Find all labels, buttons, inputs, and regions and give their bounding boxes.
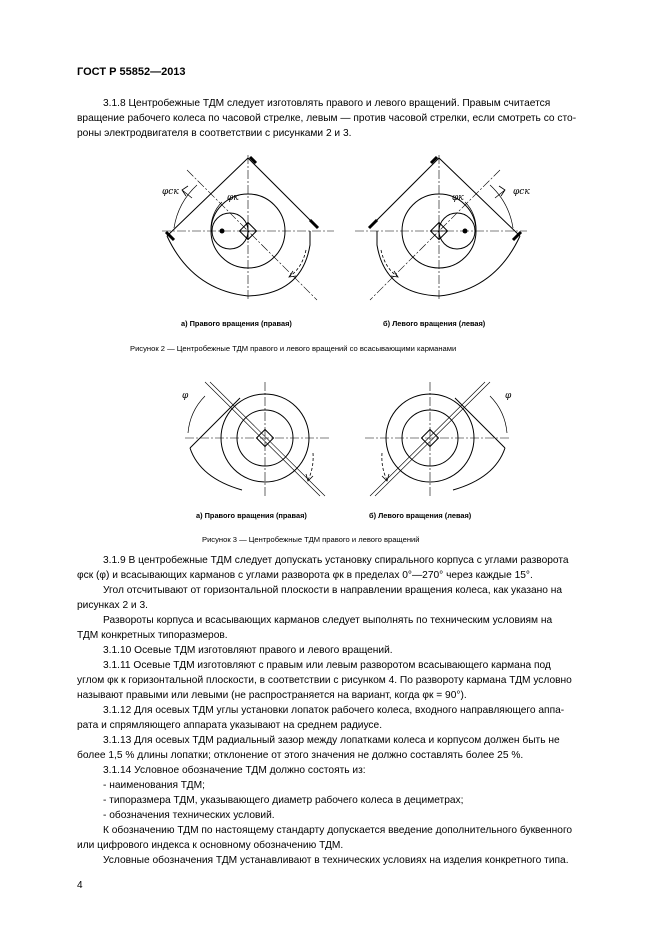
text-line: 3.1.14 Условное обозначение ТДМ должно состоять из:: [103, 765, 366, 776]
angle-label: φ: [505, 391, 512, 401]
page-number: 4: [77, 880, 83, 891]
text-line: 3.1.10 Осевые ТДМ изготовляют правого и левого вращений.: [103, 645, 393, 656]
text-line: называют правыми или левыми (не распространяется на вариант, когда φк = 90°).: [77, 690, 467, 701]
text-line: Развороты корпуса и всасывающих карманов следует выполнять по техническим условиям на: [103, 615, 553, 626]
figure-2-left-rotation: [345, 150, 545, 310]
text-line: рата и спрямляющего аппарата указывают на среднем радиусе.: [77, 720, 383, 731]
figure-2-caption: Рисунок 2 — Центробежные ТДМ правого и левого вращений со всасывающими карманами: [130, 344, 457, 353]
text-line: Угол отсчитывают от горизонтальной плоскости в направлении вращения колеса, как указано на: [103, 585, 563, 596]
list-item: - типоразмера ТДМ, указывающего диаметр рабочего колеса в дециметрах;: [103, 795, 464, 806]
angle-label-k: φк: [452, 193, 464, 203]
text-line: φск (φ) и всасывающих карманов с углами разворота φк в пределах 0°—270° через каждые 15°.: [77, 570, 533, 581]
angle-label: φ: [182, 391, 189, 401]
text-line: 3.1.9 В центробежные ТДМ следует допускать установку спирального корпуса с углами разворота: [103, 555, 569, 566]
figure-2-right-rotation: [152, 150, 352, 310]
page-header: ГОСТ Р 55852—2013: [77, 66, 186, 78]
text-line: углом φк к горизонтальной плоскости, в соответствии с рисунком 4. По развороту кармана ТДМ условно: [77, 675, 572, 686]
text-line: Условные обозначения ТДМ устанавливают в технических условиях на изделия конкретного типа.: [103, 855, 569, 866]
text-line: 3.1.11 Осевые ТДМ изготовляют с правым или левым разворотом всасывающего кармана под: [103, 660, 551, 671]
text-line: вращение рабочего колеса по часовой стрелке, левым — против часовой стрелки, если смотреть со сто-: [77, 113, 577, 124]
text-line: или цифрового индекса к основному обозначению ТДМ.: [77, 840, 344, 851]
text-line: рисунках 2 и 3.: [77, 600, 148, 611]
text-line: 3.1.8 Центробежные ТДМ следует изготовлять правого и левого вращений. Правым считается: [103, 98, 551, 109]
text-line: роны электродвигателя в соответствии с рисунками 2 и 3.: [77, 128, 352, 139]
angle-label-k: φк: [227, 193, 239, 203]
figure-3b-label: б) Левого вращения (левая): [369, 511, 472, 520]
list-item: - наименования ТДМ;: [103, 780, 205, 791]
text-line: 3.1.12 Для осевых ТДМ углы установки лопаток рабочего колеса, входного направляющего аппа-: [103, 705, 565, 716]
figure-3-caption: Рисунок 3 — Центробежные ТДМ правого и левого вращений: [202, 535, 420, 544]
text-line: К обозначению ТДМ по настоящему стандарту допускается введение дополнительного буквенного: [103, 825, 573, 836]
text-line: более 1,5 % длины лопатки; отклонение от этого значения не должно составлять более 25 %.: [77, 750, 524, 761]
figure-3a-label: а) Правого вращения (правая): [196, 511, 307, 520]
figure-2b-label: б) Левого вращения (левая): [383, 319, 486, 328]
paragraph-3-1-8: [77, 96, 613, 111]
angle-label-sk: φск: [513, 187, 530, 197]
text-line: 3.1.13 Для осевых ТДМ радиальный зазор между лопатками колеса и корпусом должен быть не: [103, 735, 560, 746]
list-item: - обозначения технических условий.: [103, 810, 275, 821]
angle-label-sk: φск: [162, 187, 179, 197]
text-line: ТДМ конкретных типоразмеров.: [77, 630, 228, 641]
figure-3-right-rotation: [180, 378, 340, 498]
figure-3-left-rotation: [355, 378, 515, 498]
figure-2a-label: а) Правого вращения (правая): [181, 319, 292, 328]
